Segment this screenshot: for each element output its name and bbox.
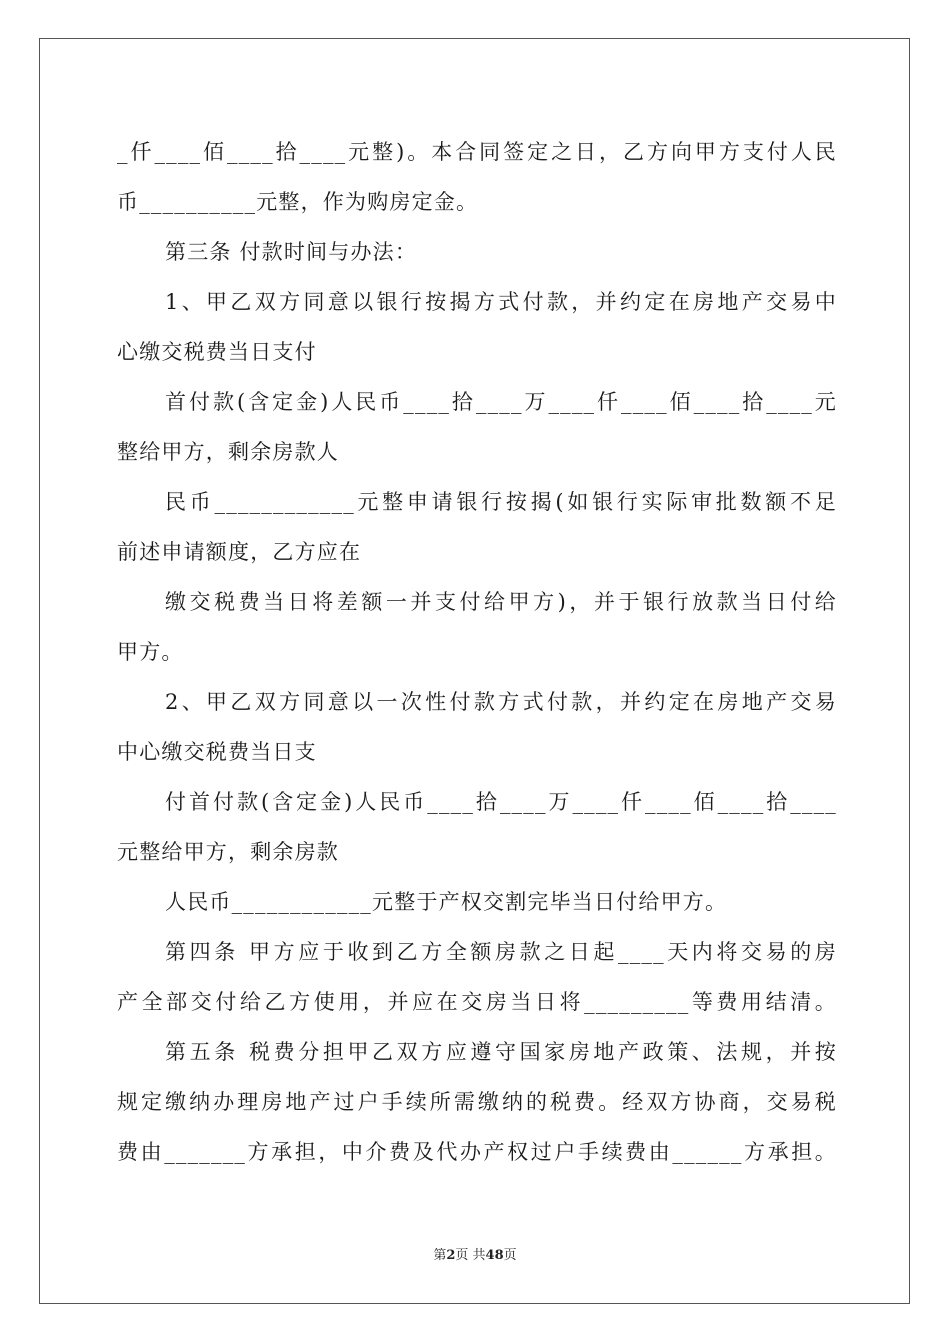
text-line: 1、甲乙双方同意以银行按揭方式付款，并约定在房地产交易中 (165, 290, 837, 314)
text-line: 币__________元整，作为购房定金。 (117, 190, 479, 214)
article-heading: 第四条 甲方应于收到乙方全额房款之日起____天内将交易的房 (165, 940, 837, 964)
text-line: 整给甲方，剩余房款人 (117, 440, 339, 464)
article-heading: 第三条 付款时间与办法： (165, 240, 418, 264)
page-label-suffix: 页 (503, 1248, 517, 1263)
text-line: 规定缴纳办理房地产过户手续所需缴纳的税费。经双方协商，交易税 (117, 1090, 837, 1114)
text-line: 首付款(含定金)人民币____拾____万____仟____佰____拾____元 (165, 390, 837, 414)
page-footer (0, 1244, 950, 1263)
page-label-mid: 页 共 (455, 1248, 486, 1263)
text-line: _仟____佰____拾____元整)。本合同签定之日，乙方向甲方支付人民 (117, 140, 837, 164)
text-line: 心缴交税费当日支付 (117, 340, 317, 364)
text-line: 产全部交付给乙方使用，并应在交房当日将_________等费用结清。 (117, 990, 837, 1014)
text-line: 付首付款(含定金)人民币____拾____万____仟____佰____拾____ (165, 790, 837, 814)
text-line: 缴交税费当日将差额一并支付给甲方)，并于银行放款当日付给 (165, 590, 837, 614)
article-heading: 第五条 税费分担甲乙双方应遵守国家房地产政策、法规，并按 (165, 1040, 837, 1064)
page-number: 2 (446, 1248, 456, 1263)
text-line: 2、甲乙双方同意以一次性付款方式付款，并约定在房地产交易 (165, 690, 837, 714)
text-line: 费由_______方承担，中介费及代办产权过户手续费由______方承担。 (117, 1140, 837, 1164)
text-line: 元整给甲方，剩余房款 (117, 840, 339, 864)
text-line: 甲方。 (117, 640, 184, 664)
text-line: 中心缴交税费当日支 (117, 740, 317, 764)
page-total: 48 (485, 1248, 504, 1263)
text-line: 人民币____________元整于产权交割完毕当日付给甲方。 (165, 890, 728, 914)
document-body (117, 127, 837, 1177)
text-line: 民币____________元整申请银行按揭(如银行实际审批数额不足 (165, 490, 837, 514)
text-line: 前述申请额度，乙方应在 (117, 540, 362, 564)
page-label-prefix: 第 (433, 1248, 447, 1263)
